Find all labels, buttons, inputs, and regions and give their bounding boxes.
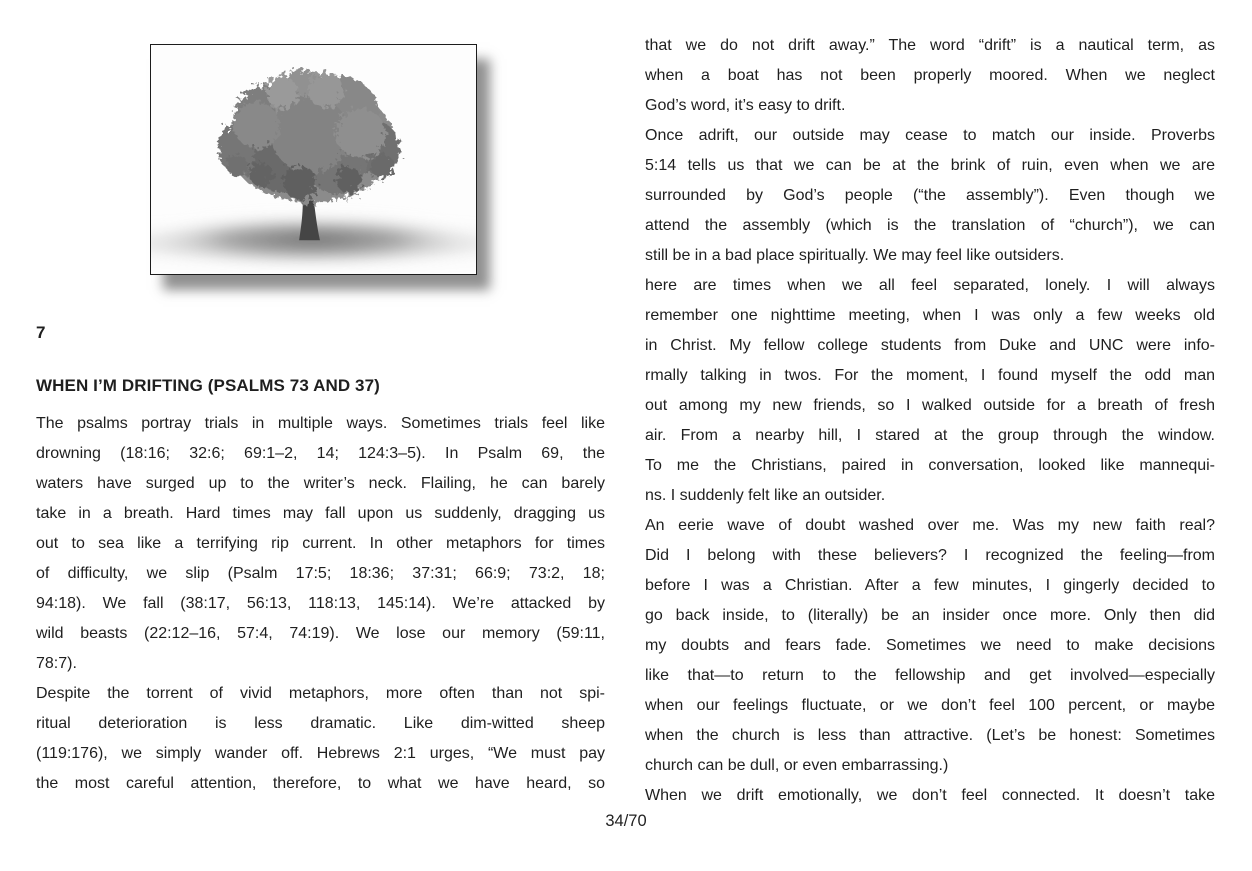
paragraph	[645, 31, 1215, 121]
footer	[0, 812, 1252, 871]
left-column-body	[36, 409, 605, 799]
text-line: of difficulty, we slip (Psalm 17:5; 18:36; 37:31; 66:9; 73:2, 18;	[36, 565, 605, 582]
text-line: here are times when we all feel separated, lonely. I will always	[645, 277, 1215, 294]
text-line: (119:176), we simply wander off. Hebrews 2:1 urges, “We must pay	[36, 745, 605, 762]
paragraph	[645, 121, 1215, 271]
text-line: 94:18). We fall (38:17, 56:13, 118:13, 145:14). We’re attacked by	[36, 595, 605, 612]
chapter-heading: WHEN I’M DRIFTING (PSALMS 73 AND 37)	[36, 376, 380, 395]
text-line: God’s word, it’s easy to drift.	[645, 97, 846, 114]
page-indicator: 34/70	[605, 812, 647, 830]
text-line: before I was a Christian. After a few minutes, I gingerly decided to	[645, 577, 1215, 594]
text-line: in Christ. My fellow college students from Duke and UNC were info-	[645, 337, 1215, 354]
figure-frame	[150, 44, 477, 275]
text-line: wild beasts (22:12–16, 57:4, 74:19). We lose our memory (59:11,	[36, 625, 605, 642]
text-line: air. From a nearby hill, I stared at the group through the window.	[645, 427, 1215, 444]
text-line: surrounded by God’s people (“the assembly”). Even though we	[645, 187, 1215, 204]
text-line: church can be dull, or even embarrassing.)	[645, 757, 949, 774]
paragraph	[36, 409, 605, 679]
text-line: 5:14 tells us that we can be at the brink of ruin, even when we are	[645, 157, 1215, 174]
text-line: waters have surged up to the writer’s neck. Flailing, he can barely	[36, 475, 605, 492]
text-line: when our feelings fluctuate, or we don’t feel 100 percent, or maybe	[645, 697, 1215, 714]
text-line: the most careful attention, therefore, to what we have heard, so	[36, 775, 605, 792]
text-line: Once adrift, our outside may cease to match our inside. Proverbs	[645, 127, 1215, 144]
text-line: ns. I suddenly felt like an outsider.	[645, 487, 886, 504]
paragraph	[645, 271, 1215, 511]
text-line: when the church is less than attractive. (Let’s be honest: Sometimes	[645, 727, 1215, 744]
paragraph	[645, 781, 1215, 811]
left-column	[36, 0, 605, 871]
text-line: my doubts and fears fade. Sometimes we need to make decisions	[645, 637, 1215, 654]
text-line: go back inside, to (literally) be an insider once more. Only then did	[645, 607, 1215, 624]
text-line: out to sea like a terrifying rip current. In other metaphors for times	[36, 535, 605, 552]
text-line: that we do not drift away.” The word “drift” is a nautical term, as	[645, 37, 1215, 54]
text-line: like that—to return to the fellowship and get involved—especially	[645, 667, 1215, 684]
text-line: ritual deterioration is less dramatic. Like dim-witted sheep	[36, 715, 605, 732]
text-line: When we drift emotionally, we don’t feel connected. It doesn’t take	[645, 787, 1215, 804]
chapter-number: 7	[36, 323, 46, 342]
text-line: when a boat has not been properly moored. When we neglect	[645, 67, 1215, 84]
text-line: attend the assembly (which is the translation of “church”), we can	[645, 217, 1215, 234]
text-line: still be in a bad place spiritually. We may feel like outsiders.	[645, 247, 1065, 264]
text-line: take in a breath. Hard times may fall upon us suddenly, dragging us	[36, 505, 605, 522]
tree-image	[151, 45, 476, 274]
paragraph	[645, 511, 1215, 781]
right-column-body	[645, 31, 1215, 811]
text-line: rmally talking in twos. For the moment, I found myself the odd man	[645, 367, 1215, 384]
text-line: The psalms portray trials in multiple ways. Sometimes trials feel like	[36, 415, 605, 432]
text-line: remember one nighttime meeting, when I was only a few weeks old	[645, 307, 1215, 324]
text-line: To me the Christians, paired in conversation, looked like mannequi-	[645, 457, 1215, 474]
text-line: Did I belong with these believers? I recognized the feeling—from	[645, 547, 1215, 564]
right-column	[645, 0, 1215, 871]
text-line: An eerie wave of doubt washed over me. Was my new faith real?	[645, 517, 1215, 534]
text-line: out among my new friends, so I walked outside for a breath of fresh	[645, 397, 1215, 414]
text-line: Despite the torrent of vivid metaphors, more often than not spi-	[36, 685, 605, 702]
text-line: 78:7).	[36, 655, 77, 672]
paragraph	[36, 679, 605, 799]
text-line: drowning (18:16; 32:6; 69:1–2, 14; 124:3–5). In Psalm 69, the	[36, 445, 605, 462]
